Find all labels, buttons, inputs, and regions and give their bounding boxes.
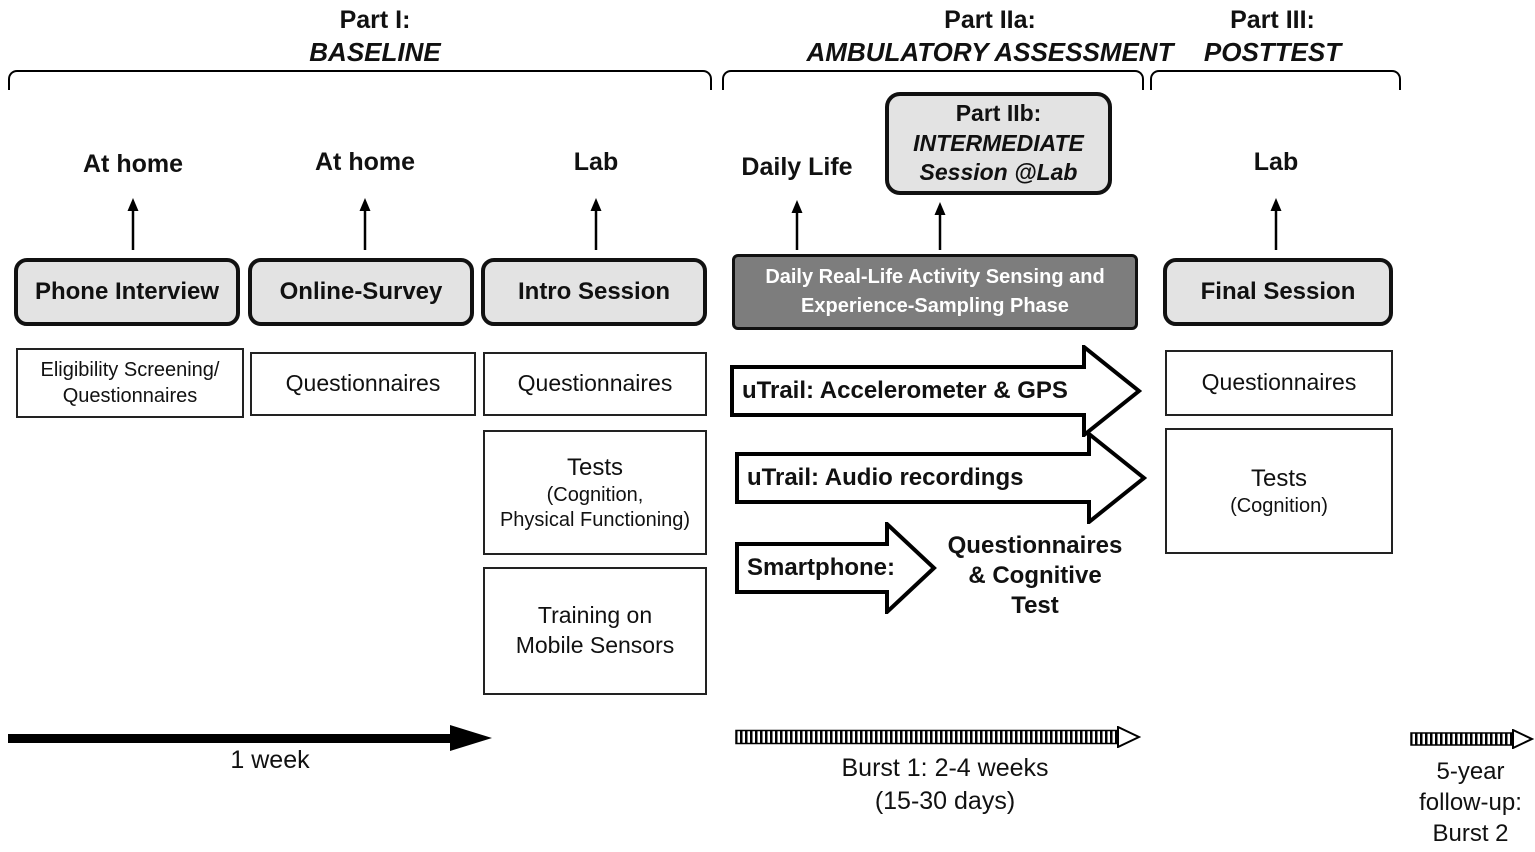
smartphone-detail-text — [930, 531, 1140, 621]
online-survey-box: Online-Survey — [248, 258, 474, 326]
utrail-gps-label: uTrail: Accelerometer & GPS — [742, 377, 1068, 404]
tests-posttest-sub1: (Cognition) — [1230, 495, 1328, 518]
part1-header — [145, 4, 605, 69]
sensing-phase-line1: Daily Real-Life Activity Sensing and — [765, 266, 1105, 288]
burst1-label-line1: Burst 1: 2-4 weeks — [841, 754, 1049, 782]
part2b-line2: INTERMEDIATE — [913, 129, 1084, 156]
up-arrow-icon — [1267, 198, 1285, 252]
eligibility-line2: Questionnaires — [62, 385, 198, 407]
location-lab-2: Lab — [1253, 148, 1299, 176]
utrail-audio-label: uTrail: Audio recordings — [747, 464, 1024, 491]
tests-posttest-title: Tests — [1250, 464, 1307, 492]
questionnaires-final-box: Questionnaires — [1165, 350, 1393, 416]
part3-header-line2: POSTTEST — [1203, 37, 1342, 67]
one-week-label: 1 week — [230, 746, 310, 774]
eligibility-line1: Eligibility Screening/ — [40, 359, 220, 381]
burst2-label-line2: follow-up: — [1419, 789, 1522, 817]
tests-baseline-sub1: (Cognition, — [546, 484, 644, 507]
questionnaires-survey-box: Questionnaires — [250, 352, 476, 416]
burst1-label-line2: (15-30 days) — [874, 786, 1016, 815]
up-arrow-icon — [356, 198, 374, 252]
burst2-label — [1398, 756, 1535, 850]
tests-baseline-box — [483, 430, 707, 555]
tests-baseline-sub2: Physical Functioning) — [499, 509, 691, 532]
part3-header — [1120, 4, 1425, 69]
training-line2: Mobile Sensors — [515, 632, 675, 658]
tests-baseline-title: Tests — [566, 453, 623, 481]
location-daily-life: Daily Life — [741, 153, 853, 181]
part2b-line1: Part IIb: — [955, 99, 1042, 126]
location-at-home-2: At home — [315, 148, 415, 176]
part1-bracket — [8, 70, 712, 90]
burst2-label-line3: Burst 2 — [1432, 820, 1509, 848]
smartphone-label: Smartphone: — [747, 554, 896, 581]
part2a-header-line1: Part IIa: — [944, 6, 1036, 34]
burst2-timeline-arrow-icon — [1410, 729, 1534, 749]
tests-posttest-box — [1165, 428, 1393, 554]
smartphone-detail-line3: Test — [1011, 592, 1059, 619]
up-arrow-icon — [788, 200, 806, 252]
burst1-timeline-arrow-icon — [735, 726, 1141, 748]
burst1-label — [770, 752, 1120, 817]
part3-bracket — [1150, 70, 1401, 90]
part1-header-line1: Part I: — [339, 6, 411, 34]
phone-interview-box: Phone Interview — [14, 258, 240, 326]
utrail-audio-arrow — [735, 432, 1147, 524]
part2a-bracket — [722, 70, 1144, 90]
sensing-phase-box — [732, 254, 1138, 330]
final-session-box: Final Session — [1163, 258, 1393, 326]
training-box — [483, 567, 707, 695]
smartphone-detail-line1: Questionnaires — [947, 532, 1123, 559]
eligibility-box — [16, 348, 244, 418]
intro-session-box: Intro Session — [481, 258, 707, 326]
up-arrow-icon — [124, 198, 142, 252]
up-arrow-icon — [587, 198, 605, 252]
utrail-gps-arrow — [730, 345, 1142, 437]
sensing-phase-line2: Experience-Sampling Phase — [801, 295, 1069, 317]
questionnaires-intro-box: Questionnaires — [483, 352, 707, 416]
location-at-home-1: At home — [83, 150, 183, 178]
part2b-line3: Session @Lab — [919, 159, 1078, 186]
part2a-header-line2: AMBULATORY ASSESSMENT — [806, 37, 1174, 67]
smartphone-arrow — [735, 522, 937, 614]
burst2-label-line1: 5-year — [1436, 758, 1505, 785]
part1-header-line2: BASELINE — [309, 37, 441, 67]
smartphone-detail-line2: & Cognitive — [968, 562, 1102, 589]
part2b-box — [885, 92, 1112, 195]
part3-header-line1: Part III: — [1230, 6, 1315, 34]
location-lab-1: Lab — [573, 148, 619, 176]
up-arrow-icon — [931, 202, 949, 252]
training-line1: Training on — [537, 602, 653, 629]
